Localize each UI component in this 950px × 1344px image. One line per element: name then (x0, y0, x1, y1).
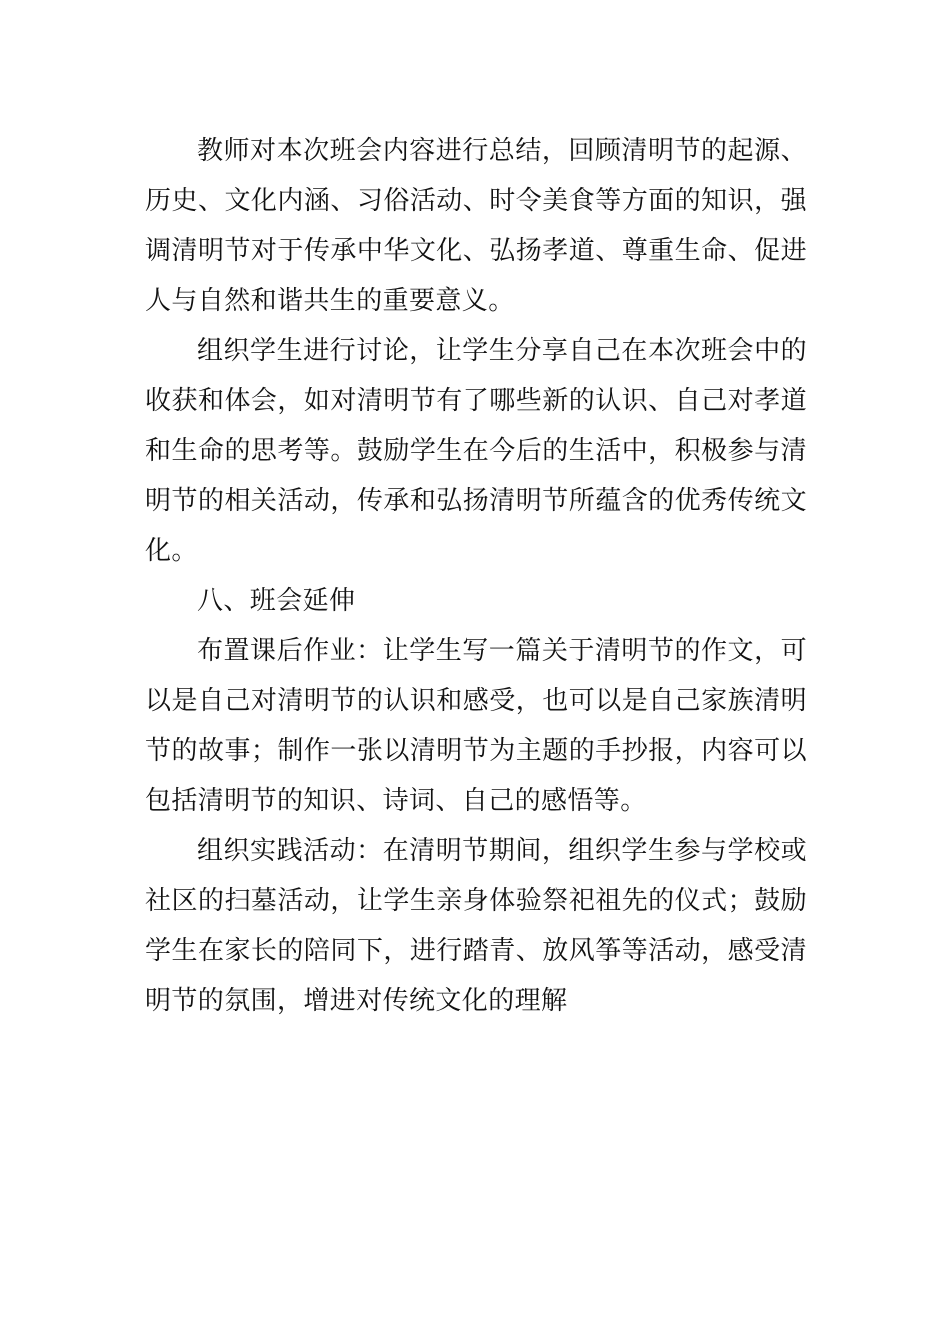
section-heading-extension: 八、班会延伸 (197, 586, 356, 616)
paragraph-homework: 布置课后作业：让学生写一篇关于清明节的作文，可以是自己对清明节的认识和感受，也可以是自己家族清明节的故事；制作一张以清明节为主题的手抄报，内容可以包括清明节的知识、诗词、自己的感悟等。 (145, 636, 807, 816)
paragraph-discussion: 组织学生进行讨论，让学生分享自己在本次班会中的收获和体会，如对清明节有了哪些新的认识、自己对孝道和生命的思考等。鼓励学生在今后的生活中，积极参与清明节的相关活动，传承和弘扬清明节所蕴含的优秀传统文化。 (145, 336, 807, 566)
document-body (145, 126, 807, 1026)
paragraph-practice-activity: 组织实践活动：在清明节期间，组织学生参与学校或社区的扫墓活动，让学生亲身体验祭祀祖先的仪式；鼓励学生在家长的陪同下，进行踏青、放风筝等活动，感受清明节的氛围，增进对传统文化的理解 (145, 836, 807, 1016)
paragraph-summary: 教师对本次班会内容进行总结，回顾清明节的起源、历史、文化内涵、习俗活动、时令美食等方面的知识，强调清明节对于传承中华文化、弘扬孝道、尊重生命、促进人与自然和谐共生的重要意义。 (145, 136, 807, 316)
